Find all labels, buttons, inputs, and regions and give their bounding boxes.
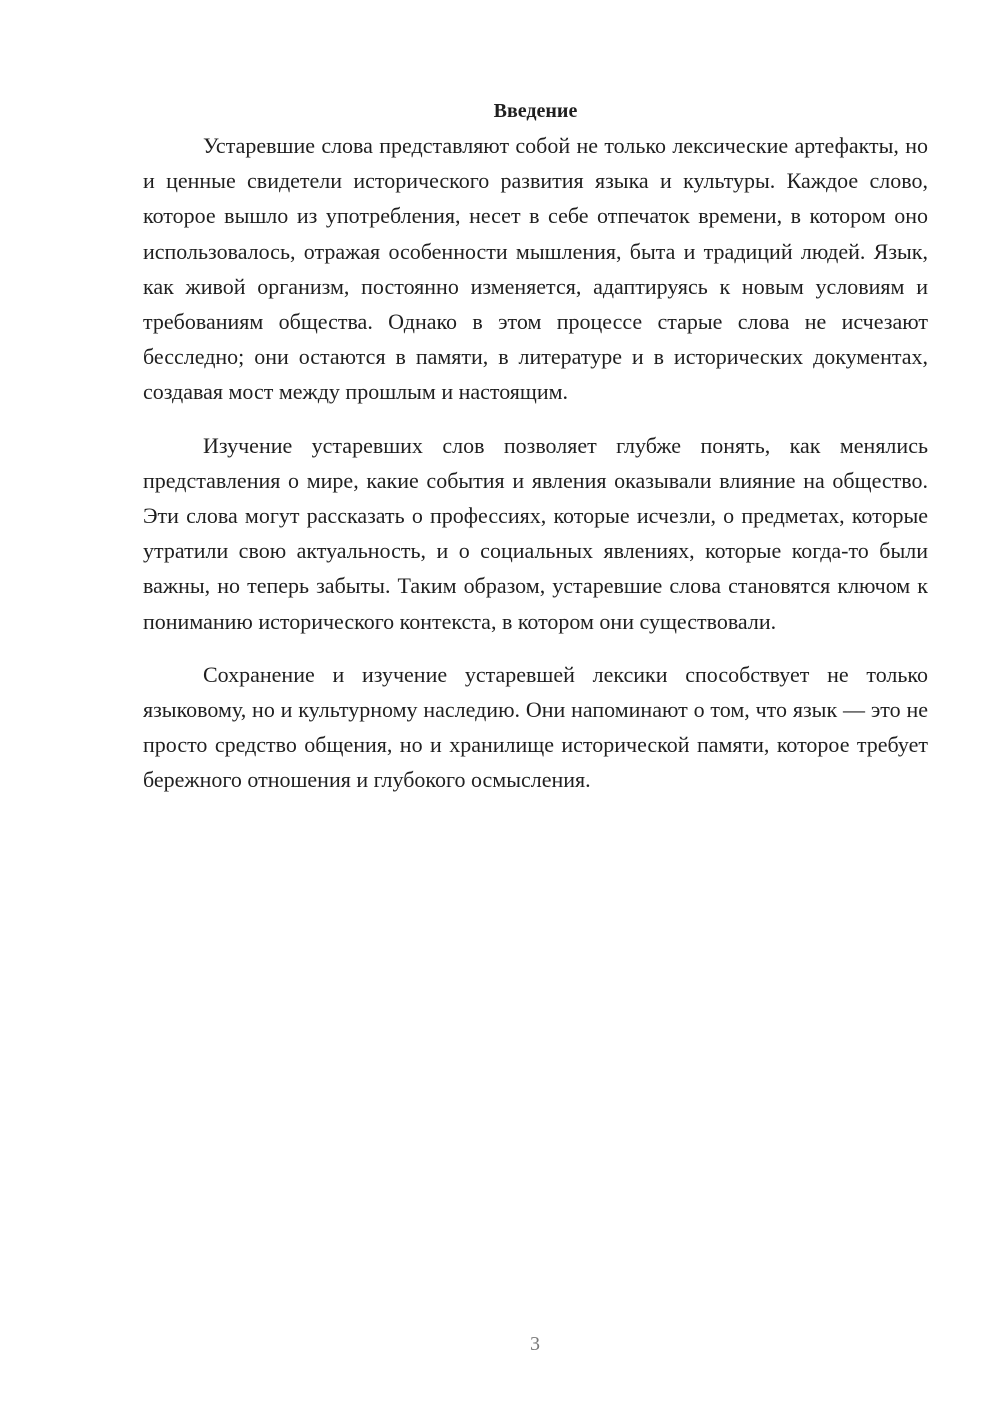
paragraph-2: Изучение устаревших слов позволяет глубже понять, как менялись представления о мире, какие события и явления оказывали влияние на общество. Эти слова могут рассказать о профессиях, которые исчезли, о предметах, которые утратили свою актуальность, и о социальных явлениях, которые когда-то были важны, но теперь забыты. Таким образом, устаревшие слова становятся ключом к пониманию исторического контекста, в котором они существовали. (143, 432, 928, 634)
section-title: Введение (493, 100, 578, 122)
paragraph-3: Сохранение и изучение устаревшей лексики способствует не только языковому, но и культурному наследию. Они напоминают о том, что язык — это не просто средство общения, но и хранилище исторической памяти, которое требует бережного отношения и глубокого осмысления. (143, 661, 928, 793)
page-content (143, 96, 928, 816)
page-number: 3 (530, 1333, 540, 1355)
paragraph-1: Устаревшие слова представляют собой не только лексические артефакты, но и ценные свидетели исторического развития языка и культуры. Каждое слово, которое вышло из употребления, несет в себе отпечаток времени, в котором оно использовалось, отражая особенности мышления, быта и традиций людей. Язык, как живой организм, постоянно изменяется, адаптируясь к новым условиям и требованиям общества. Однако в этом процессе старые слова не исчезают бесследно; они остаются в памяти, в литературе и в исторических документах, создавая мост между прошлым и настоящим. (143, 133, 928, 405)
